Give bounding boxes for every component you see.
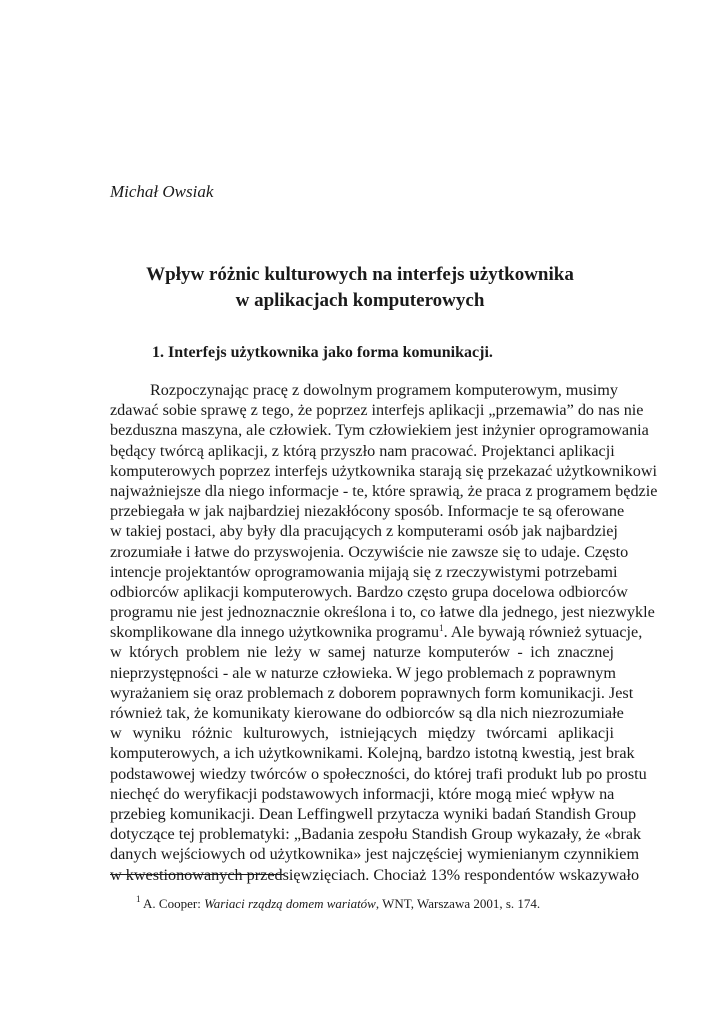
paragraph-line-with-footnote: skomplikowane dla innego użytkownika programu$^1$. Ale bywają również sytuacje, bbox=[110, 623, 643, 642]
paragraph-line: odbiorców aplikacji komputerowych. Bardzo często grupa docelowa odbiorców bbox=[110, 582, 628, 601]
paragraph-line: w takiej postaci, aby były dla pracujących z komputerami osób jak najbardziej bbox=[110, 522, 618, 541]
paragraph-line: danych wejściowych od użytkownika» jest najczęściej wymienianym czynnikiem bbox=[110, 845, 640, 864]
paragraph-line-part: Ale bywają również sytuacje, bbox=[447, 623, 643, 642]
paragraph-line: w których problem nie leży w samej naturze komputerów - ich znacznej bbox=[110, 643, 614, 662]
paragraph-line: przebiegała w jak najbardziej niezakłócony sposób. Informacje te są oferowane bbox=[110, 502, 625, 521]
paragraph-line: programu nie jest jednoznacznie określona i to, co łatwe dla jednego, jest niezwykle bbox=[110, 603, 655, 622]
paragraph-line: Rozpoczynając pracę z dowolnym programem komputerowym, musimy bbox=[150, 381, 618, 399]
section-heading: 1. Interfejs użytkownika jako forma komunikacji. bbox=[152, 344, 493, 361]
paragraph-line: w kwestionowanych przedsięwzięciach. Chociaż 13% respondentów wskazywało bbox=[110, 865, 640, 884]
paragraph-line: dotyczące tej problematyki: „Badania zespołu Standish Group wykazały, że «brak bbox=[110, 825, 642, 844]
footnote-author: A. Cooper: bbox=[140, 896, 205, 911]
paragraph-line: będący twórcą aplikacji, z którą przyszło nam pracować. Projektanci aplikacji bbox=[110, 441, 615, 460]
paragraph-line: przebieg komunikacji. Dean Leffingwell przytacza wyniki badań Standish Group bbox=[110, 804, 637, 823]
paragraph-line: bezduszna maszyna, ale człowiek. Tym człowiekiem jest inżynier oprogramowania bbox=[110, 421, 649, 440]
article-title-line-2: w aplikacjach komputerowych bbox=[235, 290, 485, 311]
body-paragraph bbox=[110, 380, 658, 885]
footnote-reference: 1 bbox=[439, 623, 444, 634]
paragraph-line: najważniejsze dla niego informacje - te, które sprawią, że praca z programem będzie bbox=[110, 481, 658, 500]
paragraph-line: wyrażaniem się oraz problemach z doborem poprawnych form komunikacji. Jest bbox=[110, 683, 634, 702]
paragraph-line-part: skomplikowane dla innego użytkownika programu bbox=[110, 623, 440, 642]
author-name: Michał Owsiak bbox=[110, 182, 214, 201]
paragraph-line: komputerowych poprzez interfejs użytkownika starają się przekazać użytkownikowi bbox=[110, 461, 658, 480]
footnote bbox=[136, 896, 540, 912]
footnote-separator bbox=[110, 874, 284, 875]
article-title-line-1: Wpływ różnic kulturowych na interfejs użytkownika bbox=[146, 264, 574, 285]
paragraph-line: podstawowej wiedzy twórców o społeczności, do której trafi produkt lub po prostu bbox=[110, 764, 647, 783]
paragraph-line: niechęć do weryfikacji podstawowych informacji, które mogą mieć wpływ na bbox=[110, 784, 615, 803]
paragraph-line: zdawać sobie sprawę z tego, że poprzez interfejs aplikacji „przemawia” do nas nie bbox=[110, 401, 644, 420]
paragraph-line: w wyniku różnic kulturowych, istniejących między twórcami aplikacji bbox=[110, 724, 614, 743]
footnote-publication: , WNT, Warszawa 2001, s. 174. bbox=[375, 896, 541, 911]
paragraph-line: intencje projektantów oprogramowania mijają się z rzeczywistymi potrzebami bbox=[110, 562, 618, 581]
footnote-book-title: Wariaci rządzą domem wariatów bbox=[204, 896, 376, 911]
article-title bbox=[110, 262, 610, 314]
paragraph-line: zrozumiałe i łatwe do przyswojenia. Oczywiście nie zawsze się to udaje. Często bbox=[110, 542, 629, 561]
paragraph-line: nieprzystępności - ale w naturze człowieka. W jego problemach z poprawnym bbox=[110, 663, 616, 682]
footnote-number: 1 bbox=[136, 894, 141, 904]
paragraph-line: również tak, że komunikaty kierowane do odbiorców są dla nich niezrozumiałe bbox=[110, 704, 624, 722]
paragraph-line: komputerowych, a ich użytkownikami. Kolejną, bardzo istotną kwestią, jest brak bbox=[110, 744, 635, 763]
